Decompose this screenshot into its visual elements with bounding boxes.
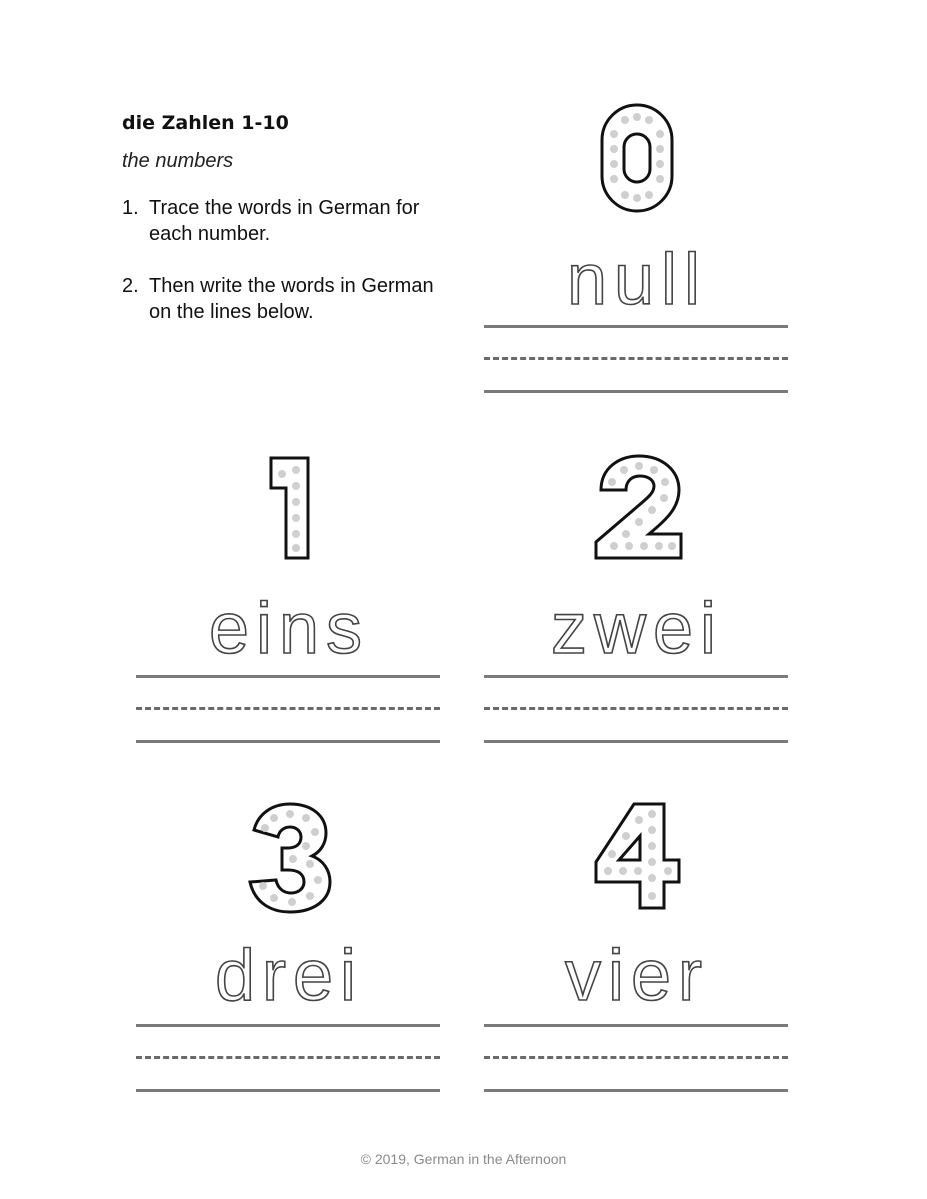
- digit-one-icon: [136, 450, 442, 570]
- writing-line-mid: [484, 357, 788, 360]
- dotted-digit-four: [484, 800, 790, 920]
- writing-line-top: [484, 1024, 788, 1027]
- trace-word-four: vier: [564, 936, 709, 1016]
- number-card-zero: [484, 100, 790, 400]
- writing-lines[interactable]: [484, 675, 790, 745]
- worksheet-intro: [122, 112, 452, 351]
- dotted-digit-one: [136, 450, 442, 570]
- writing-lines[interactable]: [484, 325, 790, 395]
- writing-lines[interactable]: [484, 1024, 790, 1094]
- writing-lines[interactable]: [136, 1024, 442, 1094]
- digit-three-icon: [136, 800, 442, 920]
- digit-two-icon: [484, 450, 790, 570]
- writing-line-top: [136, 675, 440, 678]
- dotted-digit-two: [484, 450, 790, 570]
- trace-word-one: eins: [208, 589, 370, 669]
- instruction-item: [122, 195, 452, 247]
- instruction-text: Trace the words in German for each number.: [149, 197, 420, 245]
- copyright-footer: © 2019, German in the Afternoon: [360, 1151, 567, 1167]
- number-card-one: [136, 450, 442, 750]
- writing-lines[interactable]: [136, 675, 442, 745]
- instruction-number: 2.: [122, 275, 139, 297]
- writing-line-bottom: [136, 740, 440, 743]
- number-card-two: [484, 450, 790, 750]
- instruction-text: Then write the words in German on the lines below.: [149, 275, 434, 323]
- worksheet-title: die Zahlen 1-10: [122, 112, 289, 134]
- writing-line-bottom: [484, 390, 788, 393]
- writing-line-bottom: [136, 1089, 440, 1092]
- worksheet-subtitle: the numbers: [122, 150, 234, 172]
- writing-line-top: [484, 675, 788, 678]
- trace-word-two: zwei: [550, 589, 724, 669]
- trace-word-zero: null: [566, 240, 708, 320]
- writing-line-mid: [136, 1056, 440, 1059]
- writing-line-bottom: [484, 740, 788, 743]
- dotted-digit-zero: [484, 100, 790, 220]
- writing-line-bottom: [484, 1089, 788, 1092]
- instruction-list: [122, 195, 452, 325]
- number-card-four: [484, 800, 790, 1100]
- digit-zero-icon: [484, 100, 790, 220]
- digit-four-icon: [484, 800, 790, 920]
- writing-line-top: [136, 1024, 440, 1027]
- trace-word-three: drei: [214, 936, 364, 1016]
- writing-line-mid: [484, 1056, 788, 1059]
- writing-line-mid: [136, 707, 440, 710]
- instruction-number: 1.: [122, 197, 139, 219]
- writing-line-mid: [484, 707, 788, 710]
- instruction-item: [122, 273, 452, 325]
- dotted-digit-three: [136, 800, 442, 920]
- number-card-three: [136, 800, 442, 1100]
- writing-line-top: [484, 325, 788, 328]
